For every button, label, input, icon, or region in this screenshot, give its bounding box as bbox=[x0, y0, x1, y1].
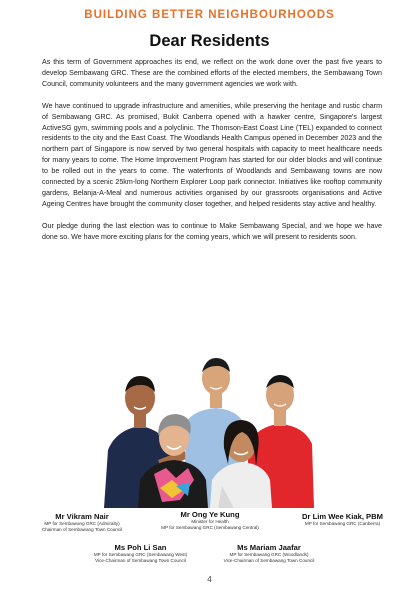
member-role: MP for Sembawang GRC (Woodlands) bbox=[229, 552, 309, 557]
page-number: 4 bbox=[207, 575, 212, 584]
member-caption-vikram bbox=[22, 512, 142, 532]
member-role: Chairman of Sembawang Town Council bbox=[41, 526, 123, 532]
member-name: Ms Mariam Jaafar bbox=[237, 543, 301, 552]
section-banner: BUILDING BETTER NEIGHBOURHOODS bbox=[84, 9, 335, 21]
letter-paragraph-3: Our pledge during the last election was to continue to Make Sembawang Special, and we hope we have done so. We have more exciting plans for the coming years, which we will present to residents soon. bbox=[42, 221, 382, 241]
member-caption-lim bbox=[280, 512, 405, 527]
member-caption-poh bbox=[78, 543, 203, 563]
letter-paragraph-1: As this term of Government approaches its end, we reflect on the work done over the past five years to develop Sembawang GRC. These are the combined efforts of the elected members, the Sembawang Town Council, community volunteers and the many government agencies we work with. bbox=[42, 58, 382, 88]
member-name: Mr Ong Ye Kung bbox=[180, 510, 240, 519]
group-photo bbox=[98, 340, 328, 508]
member-name: Dr Lim Wee Kiak, PBM bbox=[302, 512, 383, 521]
letter-paragraph-2: We have continued to upgrade infrastructure and amenities, while preserving the heritage and rustic charm of Sembawang GRC. As promised, Bukit Canberra opened with a hawker centre, Singapore's largest ActiveSG gym, swimming pools and a polyclinic. The Thomson-East Coast Line (TEL) expanded to connect residents to the city and the East Coast. The Woodlands Health Campus opened in December 2023 and the northern part of Singapore is now served by two general hospitals with capacity to meet healthcare needs for many years to come. The Home Improvement Program has started for our older blocks and will continue to be rolled out in the years to come. The waterfronts of Woodlands and Sembawang towns are now connected by a scenic 25km-long Northern Explorer Loop park connector. Initiatives like rooftop community gardens, Belanja-A-Meal and numerous activities organised by our grassroots organisations and Active Ageing Centres have brought the community closer together, and helped residents stay active and healthy. bbox=[42, 101, 382, 208]
member-role: MP for Sembawang GRC (Sembawang West) bbox=[93, 552, 188, 557]
member-caption-mariam bbox=[204, 543, 334, 563]
member-role: Vice-Chairman of Sembawang Town Council bbox=[95, 557, 186, 563]
member-role: Vice-Chairman of Sembawang Town Council bbox=[223, 557, 315, 563]
member-name: Mr Vikram Nair bbox=[55, 512, 109, 521]
member-role: MP for Sembawang GRC (Admiralty) bbox=[44, 521, 120, 526]
letter-body bbox=[42, 57, 382, 254]
member-role: Minister for Health bbox=[191, 519, 229, 524]
member-role: MP for Sembawang GRC (Canberra) bbox=[304, 521, 381, 526]
page-title: Dear Residents bbox=[149, 32, 270, 50]
member-role: MP for Sembawang GRC (Sembawang Central) bbox=[161, 524, 259, 530]
member-name: Ms Poh Li San bbox=[114, 543, 167, 552]
member-caption-ong bbox=[150, 510, 270, 530]
